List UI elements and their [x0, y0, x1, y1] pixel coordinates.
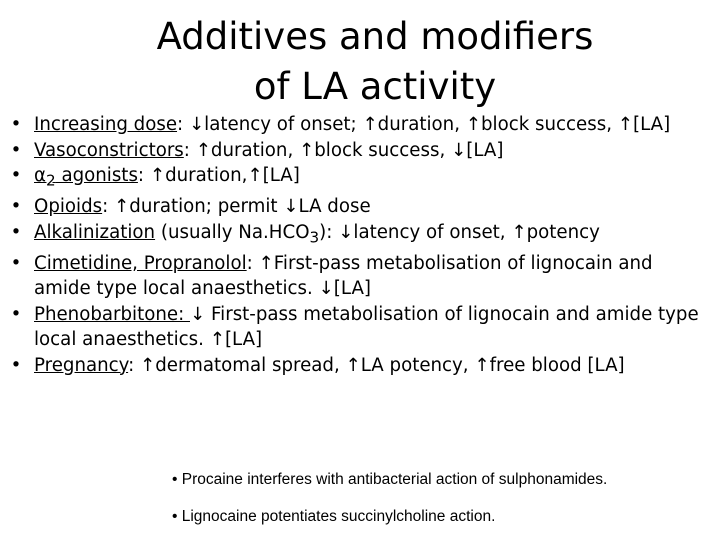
bullet-subscript: 3	[309, 228, 320, 247]
bullet-dot: •	[10, 303, 22, 325]
bullet-dot: •	[10, 354, 22, 376]
alpha-subscript: 2	[46, 171, 56, 190]
bullet-cimetidine-propranolol	[6, 251, 712, 302]
bullet-pregnancy	[6, 353, 712, 379]
bullet-vasoconstrictors	[6, 138, 712, 164]
footnotes	[172, 470, 712, 544]
bullet-phenobarbitone	[6, 302, 712, 353]
bullet-text: ↓ First-pass metabolisation of lignocain and amide type local anaesthetics. ↑[LA]	[34, 303, 699, 351]
bullet-term: Vasoconstrictors	[34, 139, 184, 161]
bullet-term: Alkalinization	[34, 221, 156, 243]
bullet-text: : ↓latency of onset; ↑duration, ↑block success, ↑[LA]	[177, 114, 671, 135]
bullet-term: Opioids	[34, 196, 103, 218]
bullet-dot: •	[10, 139, 22, 161]
bullet-term: Cimetidine, Propranolol	[34, 252, 247, 274]
bullet-opioids	[6, 194, 712, 220]
bullet-alpha2-agonists	[6, 163, 712, 194]
footnote-lignocaine: • Lignocaine potentiates succinylcholine action.	[172, 508, 496, 525]
bullet-text-continued: ): ↓latency of onset, ↑potency	[319, 221, 600, 243]
bullet-dot: •	[10, 221, 22, 243]
bullet-text: : ↑First-pass metabolisation of lignocain and amide type local anaesthetics. ↓[LA]	[34, 252, 653, 300]
bullet-term: Increasing dose	[34, 114, 178, 135]
bullet-dot: •	[10, 252, 22, 274]
bullet-term-text: agonists	[55, 165, 138, 186]
bullet-term: Phenobarbitone:	[34, 303, 190, 325]
alpha-symbol: α	[34, 165, 46, 186]
title-line-1: Additives and modifiers	[156, 15, 594, 58]
footnote-procaine: • Procaine interferes with antibacterial action of sulphonamides.	[172, 471, 608, 488]
bullet-text: (usually Na.HCO	[155, 221, 310, 243]
bullet-term: Pregnancy	[34, 354, 129, 376]
bullet-list	[6, 112, 712, 378]
bullet-text: : ↑dermatomal spread, ↑LA potency, ↑free blood [LA]	[128, 354, 625, 376]
bullet-term	[34, 165, 138, 190]
slide-title	[120, 12, 630, 112]
bullet-dot: •	[10, 114, 22, 135]
bullet-text: : ↑duration, ↑block success, ↓[LA]	[183, 139, 504, 161]
bullet-alkalinization	[6, 220, 712, 251]
bullet-dot: •	[10, 165, 22, 186]
bullet-increasing-dose	[6, 112, 712, 138]
title-line-2: of LA activity	[253, 65, 497, 108]
bullet-text: : ↑duration,↑[LA]	[137, 165, 300, 186]
bullet-text: : ↑duration; permit ↓LA dose	[102, 196, 371, 218]
bullet-dot: •	[10, 196, 22, 218]
